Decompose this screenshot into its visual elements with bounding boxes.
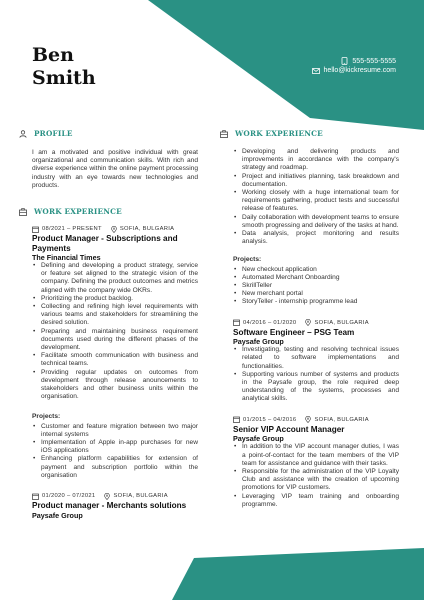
job2-bullet: • Working closely with a huge international team for requirements gathering, product tests and successful release of features.: [233, 189, 399, 214]
job4-bullet: • In addition to the VIP account manager duties, I was a point-of-contact for the team members of the VIP team for assistance and guidance with their tasks.: [233, 443, 399, 468]
calendar-icon: [233, 319, 240, 326]
job1-company: The Financial Times: [32, 253, 101, 263]
job2-bullet: • Developing and delivering products and improvements in accordance with the company's strategy and roadmap.: [233, 148, 399, 173]
job2-bullet: • Project and initiatives planning, task breakdown and documentation.: [233, 173, 399, 189]
last-name: Smith: [32, 67, 96, 89]
job1-projects-label: Projects:: [32, 413, 61, 421]
job2-dates: 01/2020 – 07/2021: [42, 493, 96, 500]
job2-location: SOFIA, BULGARIA: [113, 493, 168, 500]
job2-bullets: [233, 148, 399, 246]
profile-heading: PROFILE: [19, 129, 73, 138]
job2-project: • New merchant portal: [233, 290, 399, 298]
job4-title: Senior VIP Account Manager: [233, 424, 345, 434]
work-experience-heading-left: WORK EXPERIENCE: [19, 207, 122, 216]
job3-dates: 04/2016 – 01/2020: [243, 319, 297, 326]
calendar-icon: [32, 226, 39, 233]
job1-bullets: [32, 262, 198, 401]
briefcase-icon: [19, 208, 27, 216]
job1-project: • Customer and feature migration between two major internal systems: [32, 423, 198, 439]
profile-text: I am a motivated and positive individual with great organizational and communication skills. With rich and diverse experience within the online payment processing industry with an eye towards new technologies and products.: [32, 149, 198, 189]
job1-bullet: • Collecting and refining high level requirements with various teams and stakeholders for streamlining the desired solution.: [32, 303, 198, 328]
job2-projects: [233, 266, 399, 307]
job1-bullet: • Facilitate smooth communication with business and technical teams.: [32, 352, 198, 368]
work-left-column: [32, 225, 198, 520]
pin-icon: [104, 493, 110, 500]
job2-bullet: • Daily collaboration with development teams to ensure smooth progressing and delivery of the tasks at hand.: [233, 214, 399, 230]
job1-project: • Implementation of Apple in-app purchases for new iOS applications: [32, 439, 198, 455]
phone-icon: [341, 57, 348, 65]
job4-bullets: [233, 443, 399, 509]
job3-title: Software Engineer – PSG Team: [233, 327, 355, 337]
job1-bullet: • Prioritizing the product backlog.: [32, 295, 198, 303]
person-icon: [19, 130, 27, 138]
job3-meta: [233, 319, 399, 327]
work-experience-heading-right: WORK EXPERIENCE: [220, 129, 323, 138]
job3-bullets: [233, 346, 399, 403]
job4-bullet: • Leveraging VIP team training and onboarding programme.: [233, 493, 399, 509]
job4-location: SOFIA, BULGARIA: [314, 416, 369, 423]
email-text: hello@kickresume.com: [323, 67, 396, 74]
briefcase-icon: [220, 130, 228, 138]
job1-meta: [32, 225, 198, 233]
job2-project: • SkrillTeller: [233, 282, 399, 290]
footer-accent-shape: [0, 548, 424, 600]
job1-bullet: • Preparing and maintaining business requirement documents used during the different phases of the development.: [32, 328, 198, 353]
contact-email[interactable]: [312, 67, 396, 74]
job3-company: Paysafe Group: [233, 337, 284, 347]
calendar-icon: [233, 416, 240, 423]
phone-text: 555-555-5555: [352, 57, 396, 65]
job3-location: SOFIA, BULGARIA: [314, 319, 369, 326]
job1-dates: 08/2021 – PRESENT: [42, 226, 102, 232]
job2-company: Paysafe Group: [32, 510, 83, 520]
job2-project: • StoryTeller - internship programme lead: [233, 298, 399, 306]
job4-bullet: • Responsible for the administration of the VIP Loyalty Club and assistance with the creation of upcoming promotions for VIP customers.: [233, 468, 399, 493]
job4-company: Paysafe Group: [233, 434, 284, 444]
first-name: Ben: [32, 44, 74, 66]
pin-icon: [305, 319, 311, 326]
job1-project: • Enhancing platform capabilities for extension of payment and subscription portfolio within the organisation: [32, 455, 198, 480]
pin-icon: [305, 416, 311, 423]
job3-bullet: • Investigating, testing and resolving technical issues related to software implementations and functionalities.: [233, 346, 399, 371]
contact-phone[interactable]: [341, 57, 396, 65]
envelope-icon: [312, 68, 320, 74]
job1-bullet: • Providing regular updates on outcomes from development through release anouncements to stakeholders and other business units within the organisation.: [32, 369, 198, 402]
job2-projects-label: Projects:: [233, 256, 262, 264]
job2-project: • New checkout application: [233, 266, 399, 274]
pin-icon: [111, 226, 117, 233]
job2-project: • Automated Merchant Onboarding: [233, 274, 399, 282]
job2-meta: [32, 492, 198, 500]
job4-meta: [233, 416, 399, 424]
profile-section: [32, 149, 198, 190]
job2-bullet: • Data analysis, project monitoring and results analysis.: [233, 230, 399, 246]
job3-bullet: • Supporting various number of systems and products in the Paysafe group, the role required deep understanding of the systems, processes and analytical skills.: [233, 371, 399, 404]
job2-title: Product manager - Merchants solutions: [32, 501, 187, 511]
job1-title: Product Manager - Subscriptions and Payments: [32, 234, 178, 253]
calendar-icon: [32, 493, 39, 500]
job1-bullet: • Defining and developing a product strategy, service or feature set aligned to the strategic vision of the company. Defining the product outcomes and metrics aligned with the company wide OKRs.: [32, 262, 198, 295]
work-right-column: [233, 148, 399, 509]
job4-dates: 01/2015 – 04/2016: [243, 416, 297, 423]
job1-location: SOFIA, BULGARIA: [119, 226, 175, 232]
job1-projects: [32, 423, 198, 480]
